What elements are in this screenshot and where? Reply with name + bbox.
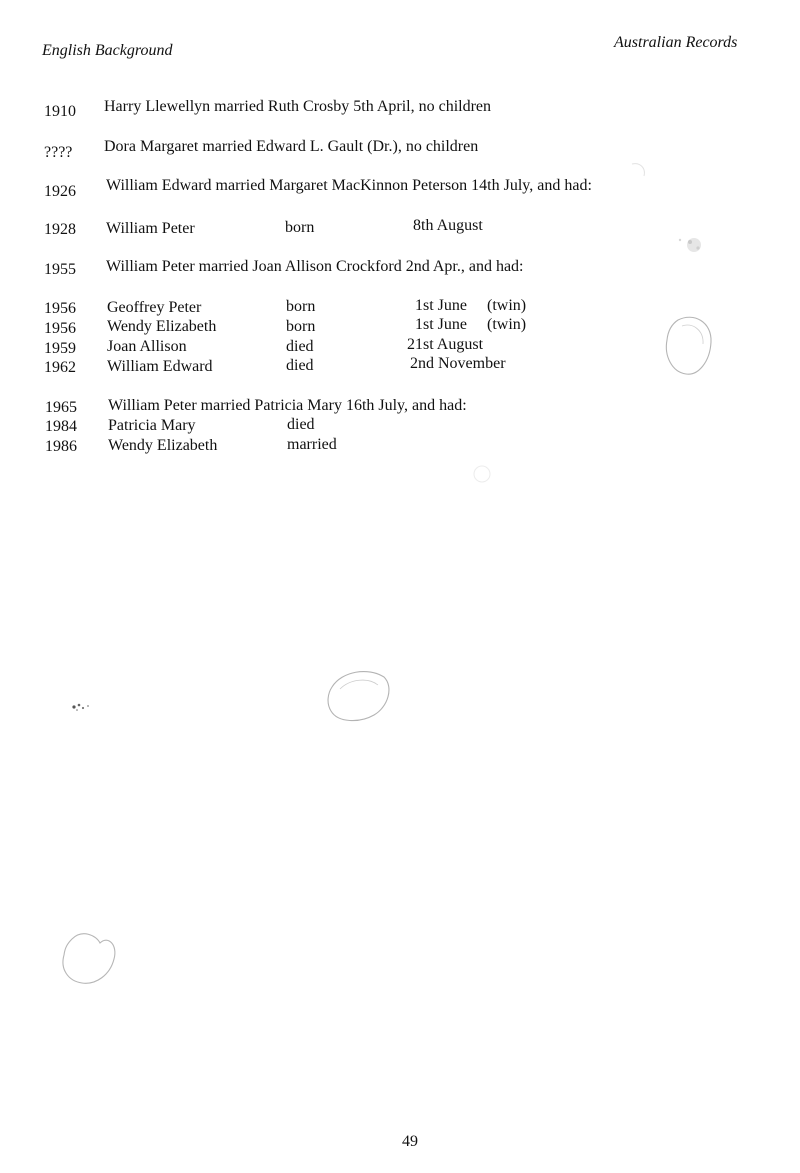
entry-text: William Edward married Margaret MacKinnon Peterson 14th July, and had: <box>106 177 592 194</box>
entry-year: 1959 <box>44 340 76 357</box>
entry-event: born <box>285 219 315 236</box>
entry-date: 21st August <box>407 336 484 353</box>
entry-name: Wendy Elizabeth <box>108 437 218 454</box>
page-number: 49 <box>402 1133 418 1150</box>
entry-text: William Peter married Joan Allison Crockford 2nd Apr., and had: <box>106 258 524 275</box>
entry-year: 1984 <box>45 418 77 435</box>
entry-year: 1956 <box>44 320 76 337</box>
paper-stain <box>660 312 720 382</box>
entry-text: Harry Llewellyn married Ruth Crosby 5th April, no children <box>104 98 492 115</box>
paper-stain <box>670 230 710 260</box>
entry-text: William Peter married Patricia Mary 16th July, and had: <box>108 397 467 414</box>
paper-stain <box>56 925 122 991</box>
entry-name: Geoffrey Peter <box>107 299 202 316</box>
entry-event: born <box>286 318 316 335</box>
entry-year: 1965 <box>45 399 77 416</box>
entry-event: died <box>286 338 314 355</box>
entry-year: 1928 <box>44 221 76 238</box>
entry-name: William Edward <box>107 358 213 375</box>
entry-event: died <box>287 416 315 433</box>
entry-date: 1st June <box>415 316 467 333</box>
paper-stain <box>470 462 494 486</box>
entry-year: ???? <box>44 144 73 161</box>
entry-note: (twin) <box>487 297 527 314</box>
header-left: English Background <box>42 42 173 59</box>
paper-stain <box>626 160 650 184</box>
entry-name: Joan Allison <box>107 338 187 355</box>
entry-event: married <box>287 436 337 453</box>
entry-note: (twin) <box>487 316 527 333</box>
entry-year: 1962 <box>44 359 76 376</box>
entry-date: 8th August <box>413 217 483 234</box>
entry-name: William Peter <box>106 220 195 237</box>
entry-name: Wendy Elizabeth <box>107 318 217 335</box>
entry-date: 1st June <box>415 297 467 314</box>
entry-year: 1956 <box>44 300 76 317</box>
paper-stain <box>322 665 396 727</box>
entry-year: 1986 <box>45 438 77 455</box>
entry-year: 1955 <box>44 261 76 278</box>
entry-event: died <box>286 357 314 374</box>
header-right: Australian Records <box>614 34 738 51</box>
entry-year: 1926 <box>44 183 76 200</box>
paper-speck <box>66 698 96 716</box>
entry-year: 1910 <box>44 103 76 120</box>
entry-name: Patricia Mary <box>108 417 196 434</box>
entry-date: 2nd November <box>410 355 506 372</box>
entry-event: born <box>286 298 316 315</box>
entry-text: Dora Margaret married Edward L. Gault (Dr.), no children <box>104 138 479 155</box>
